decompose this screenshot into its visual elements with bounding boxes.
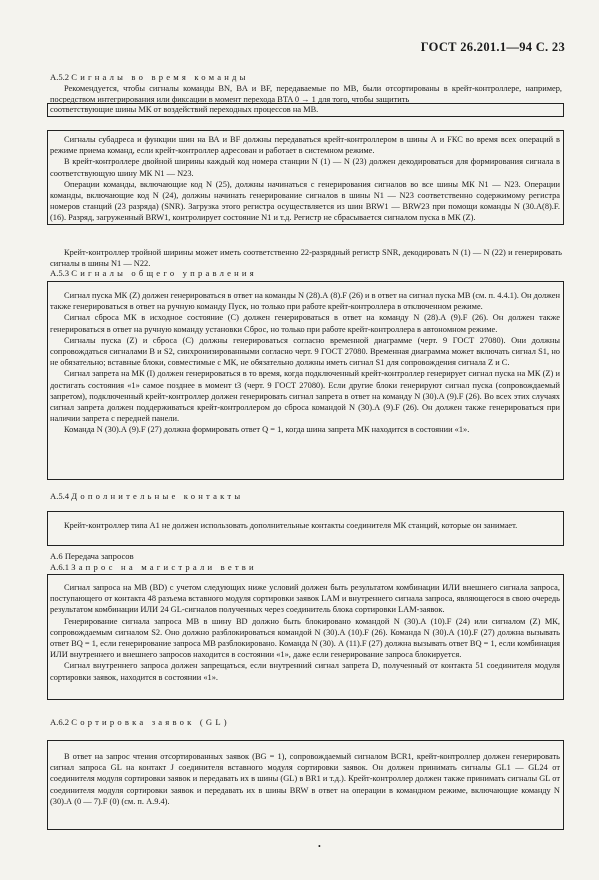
section-a61-heading <box>50 562 257 573</box>
box-general-control <box>47 281 564 480</box>
section-a54-heading <box>50 491 243 502</box>
triple-width-note <box>50 247 562 269</box>
paragraph: Сигналы пуска (Z) и сброса (С) должны генерироваться согласно временной диаграмме (черт. 9 ГОСТ 27080). Они должны сопровождаться сигналами В и S2, синхронизированными согласно черт. 9 ГОСТ 27080. Временная диаграмма может включать сигнал S1, но не обязательно; вставные блоки, совместимые с МК, не обязательно должны иметь сигнал S1 для сопровождения сигнала Z и С. <box>50 335 560 368</box>
box-lam-sort <box>47 740 564 830</box>
section-title: Сигналы общего управления <box>71 268 257 278</box>
paragraph: Рекомендуется, чтобы сигналы команды BN, BA и BF, передаваемые по МВ, были отсортированы в крейт-контроллере, например, посредством интегрирования или фиксации в момент перехода BTA 0 → 1 для того, чтобы защитить <box>50 84 562 105</box>
section-a62-heading <box>50 717 230 728</box>
section-number: А.6 <box>50 551 63 561</box>
section-title: Запрос на магистрали ветви <box>71 562 257 572</box>
page-header: ГОСТ 26.201.1—94 С. 23 <box>420 40 565 54</box>
paragraph: Крейт-контроллер тройной ширины может иметь соответственно 22-разрядный регистр SNR, декодировать N (1) — N (22) и генерировать сигналы в шины N1 — N22. <box>50 248 562 269</box>
box-branch-request <box>47 574 564 700</box>
paragraph: Сигнал внутреннего запроса должен запрещаться, если внутренний сигнал запрета D, полученный от контакта 51 соединителя модуля сортировки заявок, находится в состоянии «1». <box>50 661 560 682</box>
paragraph: В крейт-контроллере двойной ширины каждый код номера станции N (1) — N (23) должен декодироваться для формирования сигнала в соответствующую шину МК N1 — N23. <box>50 157 560 178</box>
paragraph: Сигнал запроса на МВ (BD) с учетом следующих ниже условий должен быть результатом комбинации ИЛИ внешнего сигнала запроса, поступающего от контакта 48 разъема вставного модуля сортировки заявок LAM и внутреннего сигнала запроса, являющегося в свою очередь результатом комбинации ИЛИ 24 GL-сигналов полученных через соединитель блока сортировки LAM-заявок. <box>50 583 560 615</box>
paragraph: Сигнал запрета на МК (I) должен генерироваться в то время, когда подключенный крейт-контроллер генерирует сигнал пуска на МК (Z) и достигать состояния «1» самое позднее в момент t3 (черт. 9 ГОСТ 27080). Если другие блоки генерируют сигнал пуска (сопровождаемый запретом), подключенный крейт-контроллер должен генерировать сигнал запрета в ответ на команду N (30).А (9).F (26). Во всех этих случаях сигнал запрета должен поддерживаться крейт-контроллером до сброса командой N (30).А (9).F (26). Он должен также генерироваться при наличии запрета с передней панели. <box>50 369 560 424</box>
paragraph: Операции команды, включающие код N (25), должны начинаться с генерирования сигналов во все шины МК N1 — N23. Операции команды, включающие код N (24), должны начинать генерирование сигналов в шины N1 — N23 соответственно содержимому регистра номеров станций (23 разряда) (SNR). Загрузка этого регистра осуществляется из шин BRW1 — BRW23 при помощи команды N (30.А(8).F.(16). Разряд, загруженный BRW1, контролирует состояние N1 и т.д. Регистр не сбрасывается сигналом пуска в МК (Z). <box>50 179 560 223</box>
paragraph: соответствующие шины МК от воздействий переходных процессов на МВ. <box>50 105 319 114</box>
section-a52-heading <box>50 72 249 83</box>
section-number: А.6.2 <box>50 717 70 727</box>
section-number: А.6.1 <box>50 562 70 572</box>
section-title: Сигналы во время команды <box>71 72 249 82</box>
boxed-intro <box>47 103 564 117</box>
paragraph: Генерирование сигнала запроса МВ в шину BD должно быть блокировано командой N (30).А (10).F (24) или сигналом (Z) МК, сопровождаемым сигналом S2. Оно должно разблокироваться командой N (30).А (10).F (26). Команда N (30).А (10).F (27) должна вызывать ответ BQ = 1, если генерирование запроса МВ разблокировано. Команда N (30). А (11).F (27) должна вызывать ответ BQ = 1, если комбинация ИЛИ внутреннего и внешнего запросов находится в состоянии «1», даже если генерирование запроса блокируется. <box>50 616 560 660</box>
paragraph: В ответ на запрос чтения отсортированных заявок (BG = 1), сопровождаемый сигналом BCR1, крейт-контроллер должен генерировать сигнал запроса GL на контакт J соединителя вставного модуля сортировки заявок. Он должен принимать сигналы GL1 — GL24 от соединителя модуля сортировки заявок и передавать их в шины (GL) в BR1 и т.д.). Крейт-контроллер должен также принимать сигналы GL от соединителя модуля сортировки заявок и передавать их в шины BRW в ответ на операции в командном режиме, включающие команду N (30).А (0 — 7).F (0) (см. п. А.9.4). <box>50 752 560 806</box>
paragraph: Команда N (30).А (9).F (27) должна формировать ответ Q = 1, когда шина запрета МК находится в состоянии «1». <box>64 425 470 435</box>
section-title: Сортировка заявок (GL) <box>71 717 230 727</box>
section-a53-heading <box>50 268 257 279</box>
box-bus-signals <box>47 130 564 225</box>
paragraph: Сигнал сброса МК в исходное состояние (С) должен генерироваться в ответ на команду N (28).А (9).F (26). Он должен также генерироваться в ответ на ручную команду установки Сброс, но только при работе крейт-контроллера в автономном режиме. <box>50 313 560 334</box>
box-extra-contacts <box>47 511 564 546</box>
paragraph: Крейт-контроллер типа А1 не должен использовать дополнительные контакты соединителя МК станций, которые он занимает. <box>64 521 518 530</box>
section-a6-heading <box>50 551 134 562</box>
section-number: А.5.3 <box>50 268 70 278</box>
section-number: А.5.4 <box>50 491 70 501</box>
page-mark: • <box>318 842 321 851</box>
section-title: Передача запросов <box>64 551 134 561</box>
section-title: Дополнительные контакты <box>71 491 244 501</box>
paragraph: Сигнал пуска МК (Z) должен генерироваться в ответ на команды N (28).А (8).F (26) и в ответ на сигнал пуска МВ (см. п. 4.4.1). Он должен также генерироваться в ответ на ручную команду Пуск, но только при работе крейт-контроллера в отключенном режиме. <box>50 291 560 312</box>
paragraph: Сигналы субадреса и функции шин на ВА и BF должны передаваться крейт-контроллером в шины А и FКС во время всех операций в режиме приема команд, если крейт-контроллер адресован и работает в системном режиме. <box>50 135 560 156</box>
section-number: А.5.2 <box>50 72 70 82</box>
